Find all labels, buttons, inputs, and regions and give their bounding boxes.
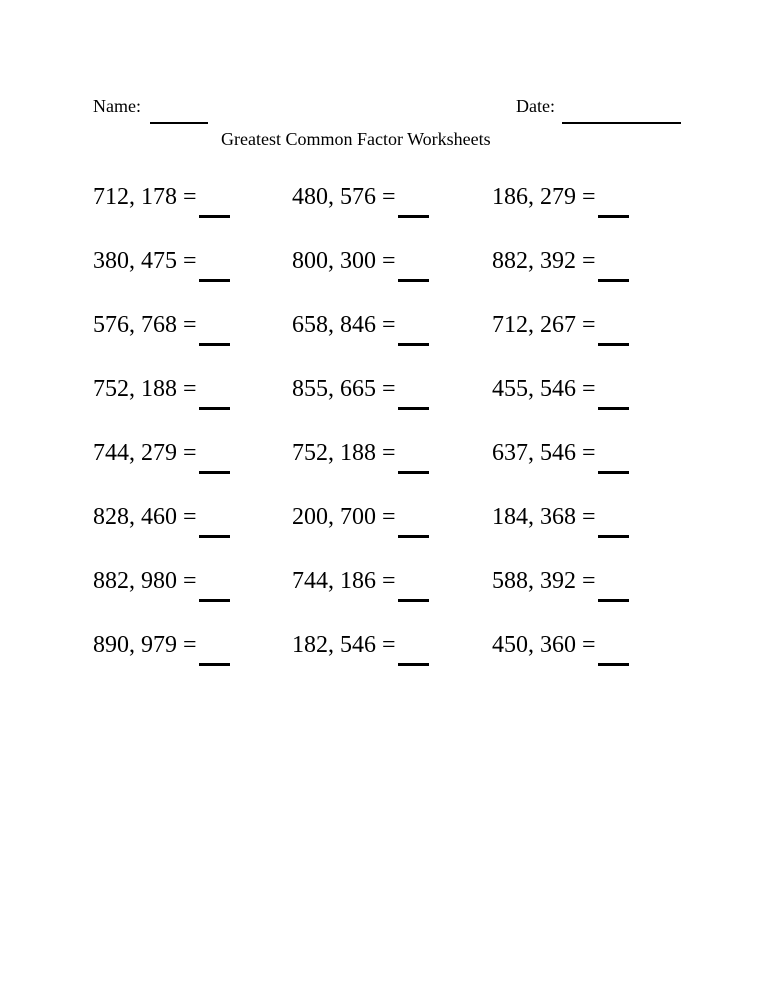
problem-item xyxy=(93,312,230,346)
problem-item xyxy=(492,440,629,474)
problem-item xyxy=(93,184,230,218)
problem-grid xyxy=(93,184,653,696)
problem-text: 855, 665 = xyxy=(292,376,396,402)
answer-blank[interactable] xyxy=(398,535,429,538)
problem-text: 744, 279 = xyxy=(93,440,197,466)
problem-item xyxy=(93,632,230,666)
answer-blank[interactable] xyxy=(398,599,429,602)
problem-row xyxy=(93,248,653,312)
problem-item xyxy=(93,504,230,538)
problem-text: 890, 979 = xyxy=(93,632,197,658)
problem-text: 828, 460 = xyxy=(93,504,197,530)
problem-item xyxy=(292,184,429,218)
answer-blank[interactable] xyxy=(598,471,629,474)
answer-blank[interactable] xyxy=(199,407,230,410)
problem-text: 658, 846 = xyxy=(292,312,396,338)
problem-text: 712, 267 = xyxy=(492,312,596,338)
answer-blank[interactable] xyxy=(598,535,629,538)
problem-text: 744, 186 = xyxy=(292,568,396,594)
problem-item xyxy=(93,568,230,602)
problem-text: 186, 279 = xyxy=(492,184,596,210)
problem-item xyxy=(292,504,429,538)
problem-item xyxy=(292,376,429,410)
answer-blank[interactable] xyxy=(398,471,429,474)
problem-item xyxy=(292,440,429,474)
problem-item xyxy=(292,312,429,346)
answer-blank[interactable] xyxy=(598,343,629,346)
answer-blank[interactable] xyxy=(398,343,429,346)
answer-blank[interactable] xyxy=(598,279,629,282)
problem-item xyxy=(492,504,629,538)
problem-text: 712, 178 = xyxy=(93,184,197,210)
problem-row xyxy=(93,568,653,632)
answer-blank[interactable] xyxy=(199,343,230,346)
answer-blank[interactable] xyxy=(199,215,230,218)
problem-text: 184, 368 = xyxy=(492,504,596,530)
problem-item xyxy=(292,568,429,602)
answer-blank[interactable] xyxy=(199,535,230,538)
date-blank-line[interactable] xyxy=(562,122,681,124)
problem-text: 882, 980 = xyxy=(93,568,197,594)
problem-item xyxy=(492,632,629,666)
problem-row xyxy=(93,504,653,568)
problem-row xyxy=(93,440,653,504)
problem-row xyxy=(93,376,653,440)
name-blank-line[interactable] xyxy=(150,122,208,124)
problem-item xyxy=(93,440,230,474)
answer-blank[interactable] xyxy=(598,407,629,410)
problem-item xyxy=(492,248,629,282)
answer-blank[interactable] xyxy=(199,471,230,474)
answer-blank[interactable] xyxy=(398,407,429,410)
answer-blank[interactable] xyxy=(598,215,629,218)
answer-blank[interactable] xyxy=(398,663,429,666)
answer-blank[interactable] xyxy=(199,279,230,282)
problem-text: 182, 546 = xyxy=(292,632,396,658)
name-label: Name: xyxy=(93,96,141,116)
problem-item xyxy=(492,568,629,602)
problem-item xyxy=(292,632,429,666)
problem-text: 752, 188 = xyxy=(292,440,396,466)
answer-blank[interactable] xyxy=(199,599,230,602)
problem-text: 637, 546 = xyxy=(492,440,596,466)
worksheet-title: Greatest Common Factor Worksheets xyxy=(221,129,491,149)
problem-item xyxy=(93,248,230,282)
date-label: Date: xyxy=(516,96,555,116)
problem-item xyxy=(93,376,230,410)
problem-row xyxy=(93,632,653,696)
problem-text: 480, 576 = xyxy=(292,184,396,210)
problem-item xyxy=(292,248,429,282)
problem-row xyxy=(93,312,653,376)
answer-blank[interactable] xyxy=(598,663,629,666)
worksheet-header xyxy=(93,96,683,126)
problem-text: 450, 360 = xyxy=(492,632,596,658)
problem-text: 576, 768 = xyxy=(93,312,197,338)
answer-blank[interactable] xyxy=(598,599,629,602)
problem-item xyxy=(492,184,629,218)
answer-blank[interactable] xyxy=(398,279,429,282)
problem-text: 800, 300 = xyxy=(292,248,396,274)
answer-blank[interactable] xyxy=(199,663,230,666)
problem-item xyxy=(492,312,629,346)
problem-text: 882, 392 = xyxy=(492,248,596,274)
problem-text: 380, 475 = xyxy=(93,248,197,274)
problem-item xyxy=(492,376,629,410)
answer-blank[interactable] xyxy=(398,215,429,218)
problem-text: 588, 392 = xyxy=(492,568,596,594)
problem-text: 200, 700 = xyxy=(292,504,396,530)
problem-text: 752, 188 = xyxy=(93,376,197,402)
problem-row xyxy=(93,184,653,248)
problem-text: 455, 546 = xyxy=(492,376,596,402)
